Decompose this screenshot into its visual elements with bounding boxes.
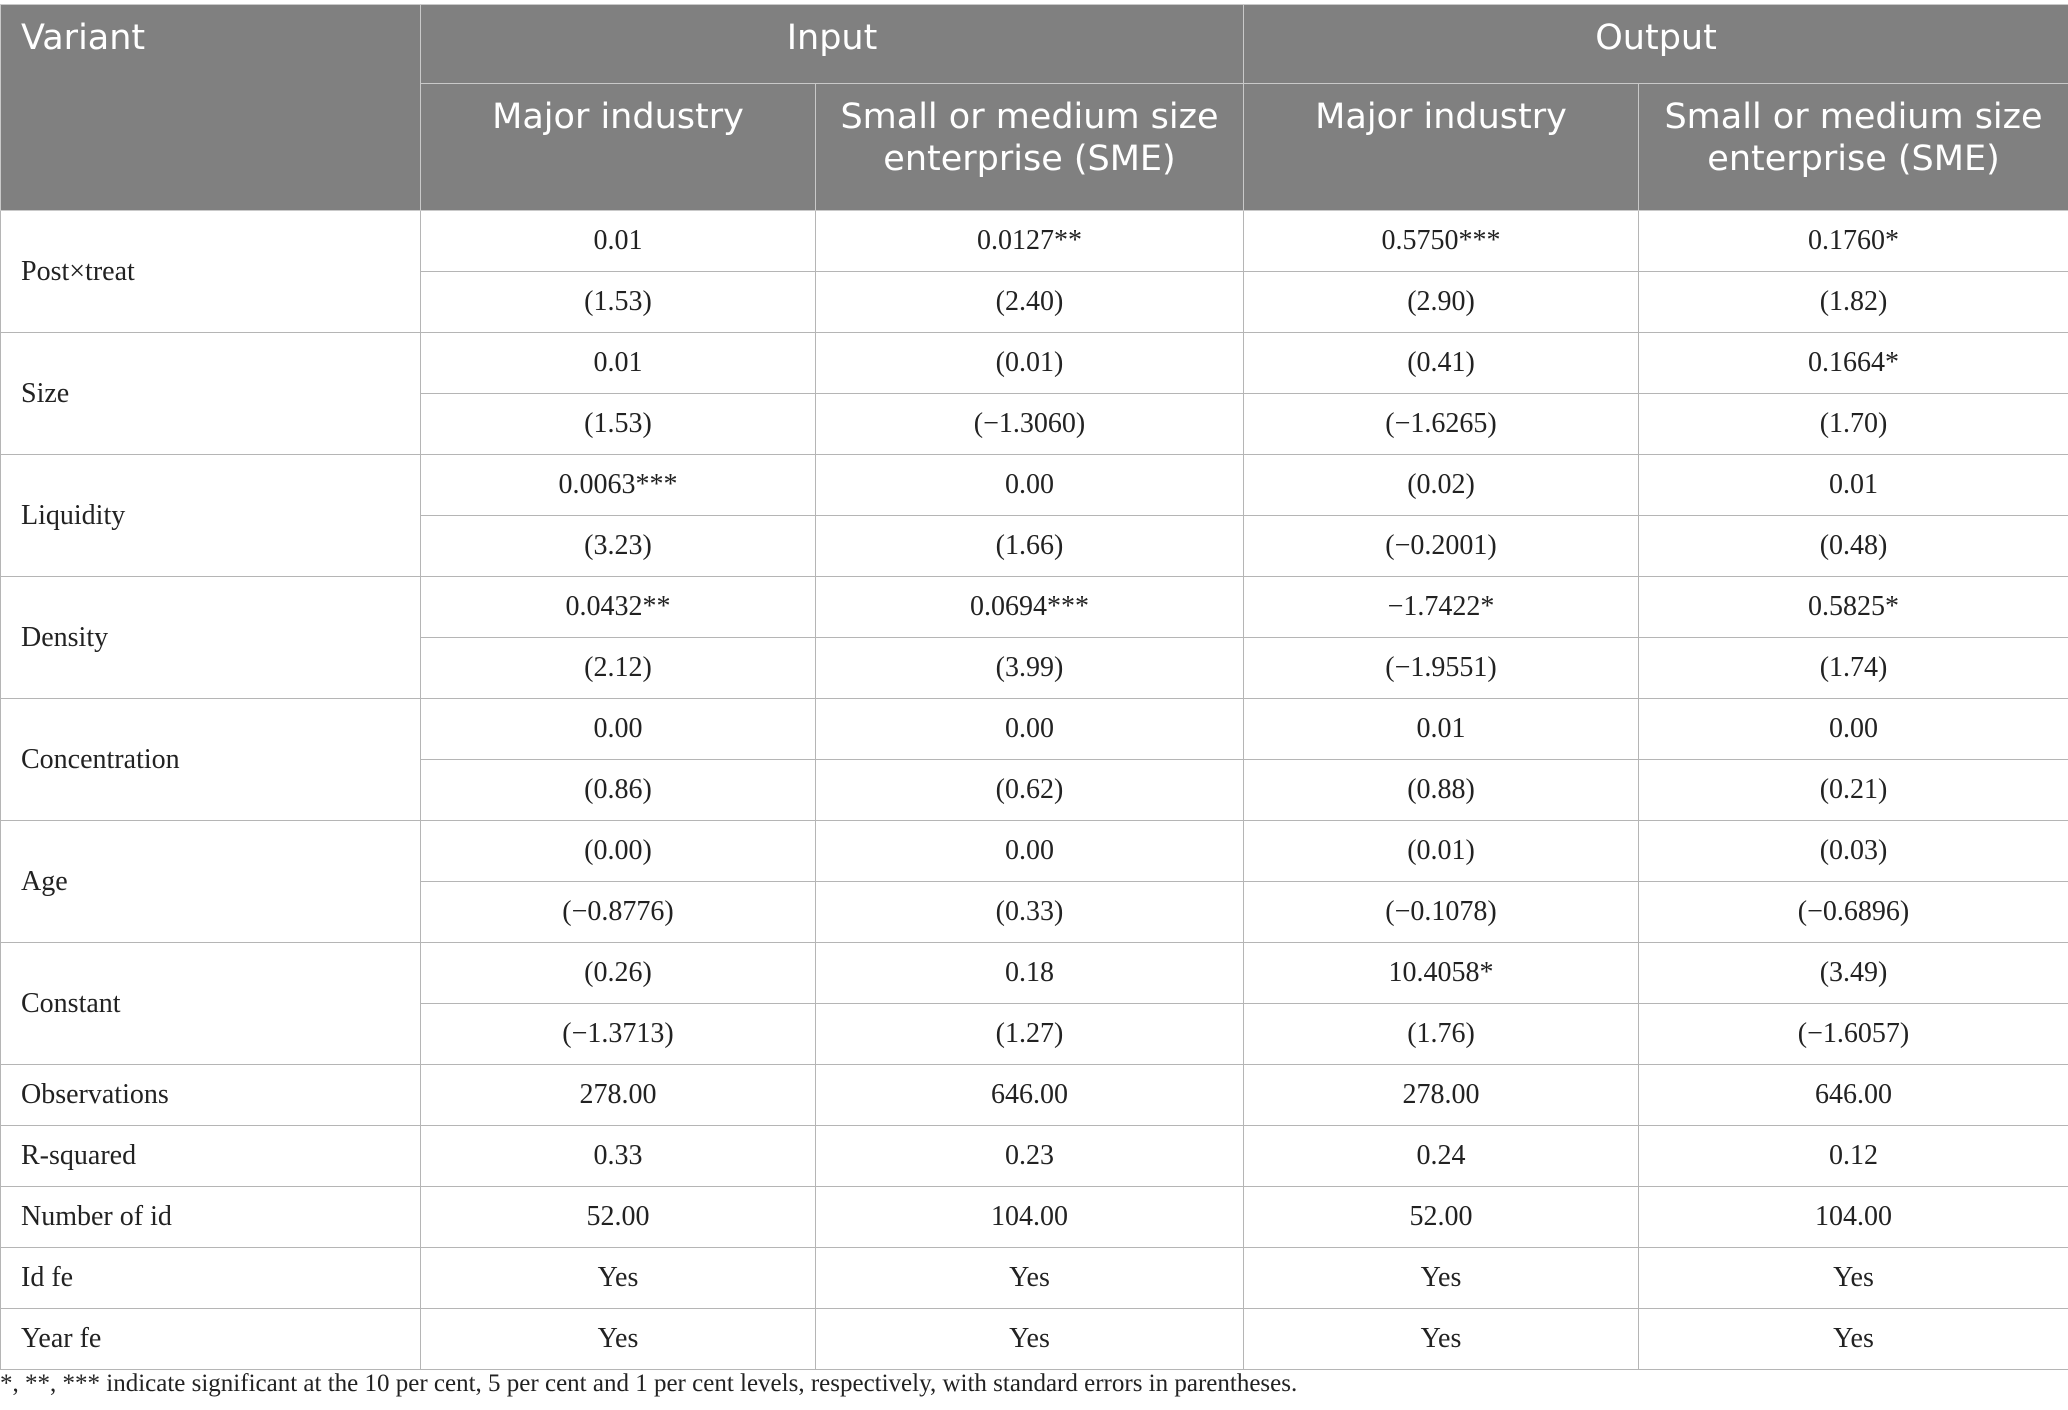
- se-cell: (1.82): [1639, 272, 2068, 333]
- table-row: [1, 821, 2068, 882]
- se-cell: (1.27): [816, 1004, 1244, 1065]
- se-cell: (−1.3060): [816, 394, 1244, 455]
- row-label: Post×treat: [1, 211, 421, 333]
- coef-cell: 0.0694***: [816, 577, 1244, 638]
- value-cell: 52.00: [1244, 1187, 1639, 1248]
- row-label: Year fe: [1, 1309, 421, 1370]
- value-cell: 0.24: [1244, 1126, 1639, 1187]
- table-row: [1, 333, 2068, 394]
- header-input-sme: Small or medium size enterprise (SME): [816, 84, 1244, 211]
- se-cell: (−1.6057): [1639, 1004, 2068, 1065]
- table-row: [1, 1248, 2068, 1309]
- se-cell: (2.12): [421, 638, 816, 699]
- coef-cell: −1.7422*: [1244, 577, 1639, 638]
- value-cell: Yes: [1639, 1248, 2068, 1309]
- row-label: Id fe: [1, 1248, 421, 1309]
- coef-cell: (0.00): [421, 821, 816, 882]
- table-row: [1, 1126, 2068, 1187]
- coef-cell: 0.0127**: [816, 211, 1244, 272]
- table-body: [1, 211, 2068, 1370]
- value-cell: Yes: [816, 1309, 1244, 1370]
- se-cell: (0.88): [1244, 760, 1639, 821]
- value-cell: 646.00: [816, 1065, 1244, 1126]
- coef-cell: 0.18: [816, 943, 1244, 1004]
- se-cell: (2.90): [1244, 272, 1639, 333]
- se-cell: (−0.1078): [1244, 882, 1639, 943]
- se-cell: (1.76): [1244, 1004, 1639, 1065]
- se-cell: (3.99): [816, 638, 1244, 699]
- table-footnote: *, **, *** indicate significant at the 10 per cent, 5 per cent and 1 per cent levels, respectively, with standard errors in parentheses.: [0, 1370, 1298, 1397]
- value-cell: 0.33: [421, 1126, 816, 1187]
- se-cell: (1.53): [421, 394, 816, 455]
- coef-cell: (0.01): [816, 333, 1244, 394]
- value-cell: 0.23: [816, 1126, 1244, 1187]
- coef-cell: 0.01: [421, 333, 816, 394]
- coef-cell: (3.49): [1639, 943, 2068, 1004]
- header-variant: Variant: [1, 5, 421, 211]
- header-group-output: Output: [1244, 5, 2068, 84]
- table-row: [1, 1309, 2068, 1370]
- row-label: Liquidity: [1, 455, 421, 577]
- value-cell: 646.00: [1639, 1065, 2068, 1126]
- table-row: [1, 455, 2068, 516]
- row-label: Number of id: [1, 1187, 421, 1248]
- table-row: [1, 1187, 2068, 1248]
- value-cell: 104.00: [816, 1187, 1244, 1248]
- coef-cell: 0.00: [816, 455, 1244, 516]
- coef-cell: 0.01: [1244, 699, 1639, 760]
- se-cell: (−0.2001): [1244, 516, 1639, 577]
- se-cell: (−1.9551): [1244, 638, 1639, 699]
- table-row: [1, 699, 2068, 760]
- row-label: Constant: [1, 943, 421, 1065]
- table-row: [1, 1065, 2068, 1126]
- row-label: Age: [1, 821, 421, 943]
- coef-cell: 0.0063***: [421, 455, 816, 516]
- value-cell: Yes: [1244, 1309, 1639, 1370]
- coef-cell: 0.1760*: [1639, 211, 2068, 272]
- row-label: R-squared: [1, 1126, 421, 1187]
- coef-cell: 0.00: [816, 699, 1244, 760]
- coef-cell: 0.00: [816, 821, 1244, 882]
- se-cell: (0.33): [816, 882, 1244, 943]
- se-cell: (1.74): [1639, 638, 2068, 699]
- se-cell: (2.40): [816, 272, 1244, 333]
- se-cell: (0.21): [1639, 760, 2068, 821]
- se-cell: (3.23): [421, 516, 816, 577]
- se-cell: (−1.6265): [1244, 394, 1639, 455]
- table-row: [1, 211, 2068, 272]
- value-cell: 104.00: [1639, 1187, 2068, 1248]
- row-label: Concentration: [1, 699, 421, 821]
- regression-table: [0, 4, 2068, 1370]
- se-cell: (−1.3713): [421, 1004, 816, 1065]
- se-cell: (−0.6896): [1639, 882, 2068, 943]
- value-cell: 278.00: [1244, 1065, 1639, 1126]
- table-row: [1, 577, 2068, 638]
- header-row-groups: [1, 5, 2068, 84]
- header-output-major-industry: Major industry: [1244, 84, 1639, 211]
- se-cell: (1.66): [816, 516, 1244, 577]
- table-row: [1, 943, 2068, 1004]
- se-cell: (1.70): [1639, 394, 2068, 455]
- coef-cell: 0.00: [1639, 699, 2068, 760]
- coef-cell: 0.01: [1639, 455, 2068, 516]
- coef-cell: (0.01): [1244, 821, 1639, 882]
- coef-cell: 0.01: [421, 211, 816, 272]
- value-cell: Yes: [816, 1248, 1244, 1309]
- coef-cell: 0.5750***: [1244, 211, 1639, 272]
- coef-cell: 10.4058*: [1244, 943, 1639, 1004]
- coef-cell: 0.1664*: [1639, 333, 2068, 394]
- value-cell: Yes: [421, 1248, 816, 1309]
- coef-cell: 0.5825*: [1639, 577, 2068, 638]
- se-cell: (−0.8776): [421, 882, 816, 943]
- se-cell: (0.86): [421, 760, 816, 821]
- coef-cell: (0.03): [1639, 821, 2068, 882]
- value-cell: Yes: [1639, 1309, 2068, 1370]
- header-group-input: Input: [421, 5, 1244, 84]
- row-label: Density: [1, 577, 421, 699]
- coef-cell: 0.0432**: [421, 577, 816, 638]
- coef-cell: (0.41): [1244, 333, 1639, 394]
- header-input-major-industry: Major industry: [421, 84, 816, 211]
- coef-cell: (0.02): [1244, 455, 1639, 516]
- se-cell: (0.62): [816, 760, 1244, 821]
- table-header: [1, 5, 2068, 211]
- value-cell: 0.12: [1639, 1126, 2068, 1187]
- coef-cell: (0.26): [421, 943, 816, 1004]
- value-cell: 278.00: [421, 1065, 816, 1126]
- value-cell: Yes: [1244, 1248, 1639, 1309]
- value-cell: 52.00: [421, 1187, 816, 1248]
- coef-cell: 0.00: [421, 699, 816, 760]
- value-cell: Yes: [421, 1309, 816, 1370]
- header-output-sme: Small or medium size enterprise (SME): [1639, 84, 2068, 211]
- row-label: Size: [1, 333, 421, 455]
- se-cell: (1.53): [421, 272, 816, 333]
- row-label: Observations: [1, 1065, 421, 1126]
- se-cell: (0.48): [1639, 516, 2068, 577]
- regression-table-container: [0, 4, 2068, 1370]
